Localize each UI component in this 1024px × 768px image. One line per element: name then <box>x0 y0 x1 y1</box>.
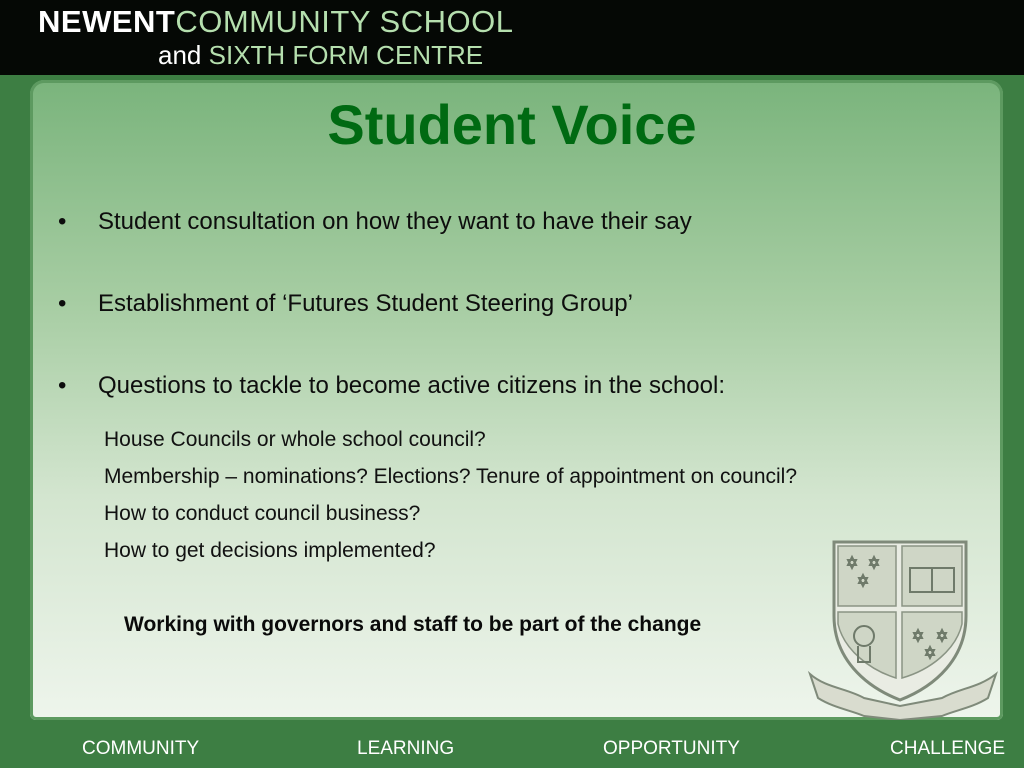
bullet-item <box>58 208 692 236</box>
brand-community-school: COMMUNITY SCHOOL <box>175 4 514 39</box>
brand-and: and <box>158 40 202 70</box>
bullet-marker: • <box>58 290 67 317</box>
tagline: Working with governors and staff to be part of the change <box>124 613 702 636</box>
bullet-text: Establishment of ‘Futures Student Steering Group’ <box>98 290 633 317</box>
brand-newent: NEWENT <box>38 4 176 39</box>
bullet-item <box>58 372 725 400</box>
bullet-text: Student consultation on how they want to have their say <box>98 208 692 235</box>
bullet-text: Questions to tackle to become active citizens in the school: <box>98 372 725 399</box>
header-bar <box>0 0 1024 75</box>
sub-item: How to get decisions implemented? <box>104 539 436 562</box>
bullet-item <box>58 290 633 318</box>
footer-community: COMMUNITY <box>82 738 200 759</box>
sub-item: House Councils or whole school council? <box>104 428 486 451</box>
footer-opportunity: OPPORTUNITY <box>603 738 740 759</box>
school-name-line1 <box>38 4 513 40</box>
school-name-line2 <box>158 40 483 71</box>
sub-item: Membership – nominations? Elections? Tenure of appointment on council? <box>104 465 798 488</box>
sub-item: How to conduct council business? <box>104 502 421 525</box>
bullet-marker: • <box>58 208 67 235</box>
slide-title: Student Voice <box>327 93 697 156</box>
school-crest-icon <box>806 538 1002 720</box>
bullet-marker: • <box>58 372 67 399</box>
brand-sixth-form: SIXTH FORM CENTRE <box>208 40 484 70</box>
footer-learning: LEARNING <box>357 738 455 759</box>
footer-challenge: CHALLENGE <box>890 738 1006 759</box>
